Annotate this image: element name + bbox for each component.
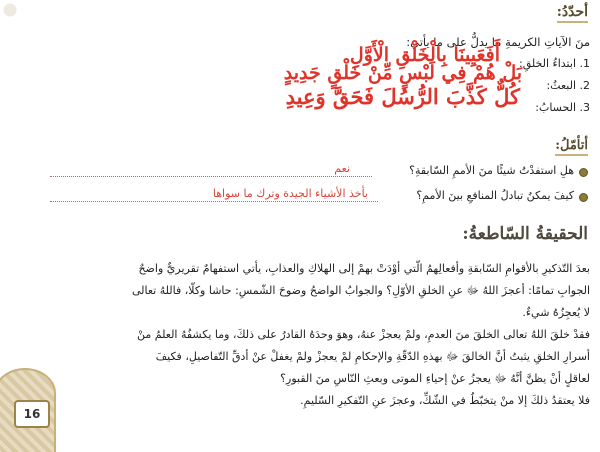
paragraph-line: فقدْ خلقَ اللهُ تعالى الخلقَ منَ العدمِ، ولمْ يعجزْ عنهُ، وهوَ وحدَهُ القادرُ على ذلكَ، وما يكشفُهُ العلمُ منْ bbox=[137, 328, 590, 341]
paragraph-line: فلا يعتقدُ ذلكَ إلا منْ يتخبّطُ في الشّكِّ، وعجزَ عنِ التّفكيرِ السّليمِ. bbox=[300, 394, 590, 407]
paragraph-line: أسرارِ الخلقِ يثبتُ أنَّ الخالقَ ﷻ بهذهِ الدّقّةِ والإحكامِ لمْ يعجزْ ولمْ يغفلْ عنْ أدقِّ التّفاصيلِ، فكيفَ bbox=[155, 350, 590, 363]
answer-creation: أَفَعَيِينَا بِالْخَلْقِ الْأَوَّلِ bbox=[349, 44, 500, 66]
answer-line bbox=[50, 176, 372, 177]
bullet-icon bbox=[579, 193, 588, 202]
bullet-icon bbox=[579, 168, 588, 177]
section1-instruction: منَ الآياتِ الكريمةِ ما يدلُّ على ما يأتي: bbox=[406, 35, 590, 49]
section-heading-truth: الحقيقةُ السّاطعةُ: bbox=[462, 224, 588, 244]
item-label-resurrection: 2. البعثُ: bbox=[546, 79, 590, 92]
answer-resurrection: بَلْ هُمْ فِي لَبْسٍ مِّنْ خَلْقٍ جَدِيدٍ bbox=[283, 62, 522, 84]
question-exchange: كيفَ يمكنُ تبادلُ المنافعِ بينَ الأممِ؟ bbox=[416, 189, 574, 202]
item-label-creation: 1. ابتداءُ الخلقِ: bbox=[519, 57, 590, 70]
answer-line bbox=[50, 201, 378, 202]
answer-reckoning: كُلٌّ كَذَّبَ الرُّسُلَ فَحَقَّ وَعِيدِ bbox=[285, 84, 520, 109]
paragraph-line: لعاقلٍ أنْ يظنَّ أنَّهُ ﷻ يعجزُ عنْ إحياءِ الموتى وبعثِ النّاسِ منَ القبورِ؟ bbox=[280, 372, 590, 385]
section-heading-reflect: أتأمّلُ: bbox=[555, 138, 588, 156]
paragraph-line: لا يُعجِزُهُ شيءٌ. bbox=[522, 306, 590, 319]
body-text bbox=[12, 258, 590, 412]
page-number: 16 bbox=[14, 400, 50, 428]
section-heading-identify: أحدّدُ: bbox=[557, 4, 588, 23]
paragraph-line: بعدَ التّذكيرِ بالأقوامِ السّابقةِ وأفعالِهمُ الّتي أوْدَتْ بهمْ إلى الهلاكِ والعذابِ، يأتي استفهامٌ تقريريٌّ واضحٌ bbox=[138, 262, 590, 275]
answer-exchange: بأخذ الأشياء الجيدة وترك ما سواها bbox=[212, 187, 368, 200]
corner-decoration bbox=[0, 0, 38, 30]
answer-benefit: نعم bbox=[334, 162, 350, 175]
item-label-reckoning: 3. الحسابُ: bbox=[535, 101, 590, 114]
question-benefit: هلِ استفدْتُ شيئًا منَ الأممِ السّابقةِ؟ bbox=[409, 164, 574, 177]
paragraph-line: الجوابِ تمامًا: أعجزَ اللهُ ﷻ عنِ الخلقِ الأوّلِ؟ والجوابُ الواضحُ وضوحَ الشّمسِ: حاشا وكلّا، فاللهُ تعالى bbox=[131, 284, 590, 297]
